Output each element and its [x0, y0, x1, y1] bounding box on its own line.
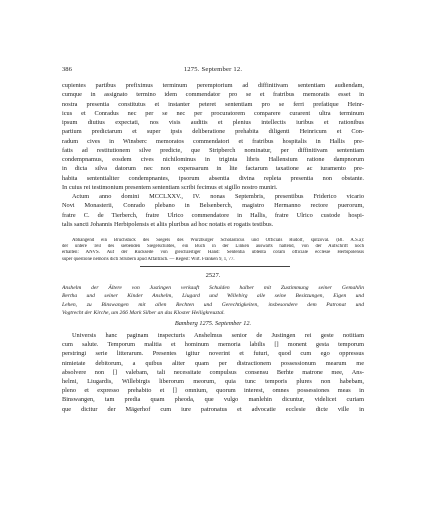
text-line: que dicitur der Mägerhof cum iure patronatus et advocatie ecclesie dicte ville in — [62, 405, 364, 413]
summary-line: Vogtrecht der Kirche, um 266 Mark Silber an das Kloster Heiligkreuztal. — [62, 310, 225, 317]
footnote-line: super questione nemoris dicti Strubern apud Affaltrach. — Regest: Wirt. Franken 9, 1, 77. — [62, 256, 235, 262]
place-date: Bamberg 1275. September 12. — [174, 320, 252, 327]
page-number: 386 — [62, 66, 72, 73]
paragraph-sentence — [62, 81, 364, 229]
text-line: radum cives in Winsberc memoratos commendatori et fratribus hospitalis in Hallis pre- — [62, 137, 364, 145]
text-line: fratre C. de Tierberch, fratre Ulrico commendatore in Hallis, fratre Ulrico custode hospi- — [62, 211, 364, 219]
text-line: Binswangen, tam predia quam pheoda, que vulgo manlehin dicuntur, videlicet curiam — [62, 396, 364, 404]
text-line: Novi Monasterii, Conrado plebano in Belsenberch, magistro Hermanno rectore puerorum, — [62, 202, 364, 210]
text-line: icus et Conradus nec per se nec per procuratorem comparere curarent ultra terminum — [62, 109, 364, 117]
text-line: cupientes partibus prefiximus terminum peremptorium ad diffinitivam sententiam audiendam, — [62, 82, 364, 89]
footnote — [62, 238, 364, 263]
text-line: talis sancti Johannis Herbipolensis et aliis pluribus ad hoc notatis et rogatis testibus. — [62, 220, 274, 228]
text-line: helmi, Liugardis, Willebirgis liberorum meorum, quia tunc temporis plures non habebam, — [62, 378, 364, 386]
text-line: nostra presentia constitutus et instanter peteret sententiam pro se ferri prefatique Heinr- — [62, 100, 364, 108]
document-summary — [62, 284, 364, 318]
section-divider — [140, 266, 290, 267]
running-date: 1275. September 12. — [183, 66, 243, 73]
text-line: cum salute. Temporum malitia et hominum memoria labilis [] monent gesta temporum — [62, 341, 364, 349]
summary-line: Bertha und seiner Kinder Anshelm, Liugard und Willebirg alle seine Besitzungen, Eigen und — [62, 293, 364, 300]
text-line: habita sententialiter condempnantes, ipsorum absentia divina repleta presentia non obstante. — [62, 174, 364, 182]
text-line: Actum anno domini MCCLXXV., IV. nonas Septembris, presentibus Friderico vicario — [72, 193, 364, 200]
text-line: fatis ad restitutionem silve predicte, que Stripberch nominatur, per diffinitivam sententiam — [62, 146, 364, 154]
text-line: absolvere non [] valebam, tali necessitate compulsus consensu Berhte matrone mee, Ans- — [62, 368, 364, 376]
footnote-line: erhalten: ANVS. Auf der Rückseite von gleichzeitiger Hand: Sententia ubtenta coram officiale ecclesie Herbipolensis — [62, 250, 364, 256]
text-line: Universis hanc paginam inspecturis Anshelmus senior de Justingen rei geste notitiam — [72, 332, 364, 339]
text-line: cumque in assignato termino idem commendator pro se et fratribus memoratis esset in — [62, 91, 364, 99]
text-line: perstringi serie litterarum. Presentes igitur noverint et futuri, quod cum ego oppressus — [62, 350, 364, 358]
document-number: 2527. — [205, 272, 221, 279]
paragraph-charter — [62, 331, 364, 414]
footnote-line: Abhangend ein Bruchstück des Siegels des Würzburger Scholasticus und Officials Rudolf, spitzoval. (Bl. A.S.a): — [72, 238, 364, 243]
text-line: nimietate debitorum, a quibus aliter quam per distractionem possessionum mearum me — [62, 359, 364, 367]
footnote-line: der untere Teil des siebenden Siegelschildes, ein Buch in der Linken auswärts haltend, von der Aufschrift noch — [62, 244, 364, 250]
text-line: condempnamus, eosdem cives nichilominus in triginta libris Hallensium ratione dampnorum — [62, 156, 364, 163]
text-line: In cuius rei testimonium presentem sententiam scribi fecimus et sigillo nostro muniri. — [62, 183, 278, 191]
text-line: pleno et expresso prehabito et [] omnium, quorum interest, omnes possessiones meas in — [62, 387, 364, 395]
page-header — [62, 66, 364, 76]
summary-line: Anshelm der Ältere von Justingen verkauft Schulden halber mit Zustimmung seiner Gemahlin — [62, 285, 364, 291]
summary-line: Lehen, zu Binswangen mit allen Rechten und Gerechtigkeiten, insbesondere dem Patronat und — [62, 301, 364, 308]
text-line: partium predictarum et super ipsis deliberatione prehabita diligenti Heinricum et Con- — [62, 128, 364, 136]
text-line: ipsum diutius expectati, nos visis auditis et plenius intellectis iuribus et rationibus — [62, 119, 364, 126]
text-line: in dicta silva datorum nec non expensarum in lite factarum taxatione ac iuramento pre- — [62, 165, 364, 173]
